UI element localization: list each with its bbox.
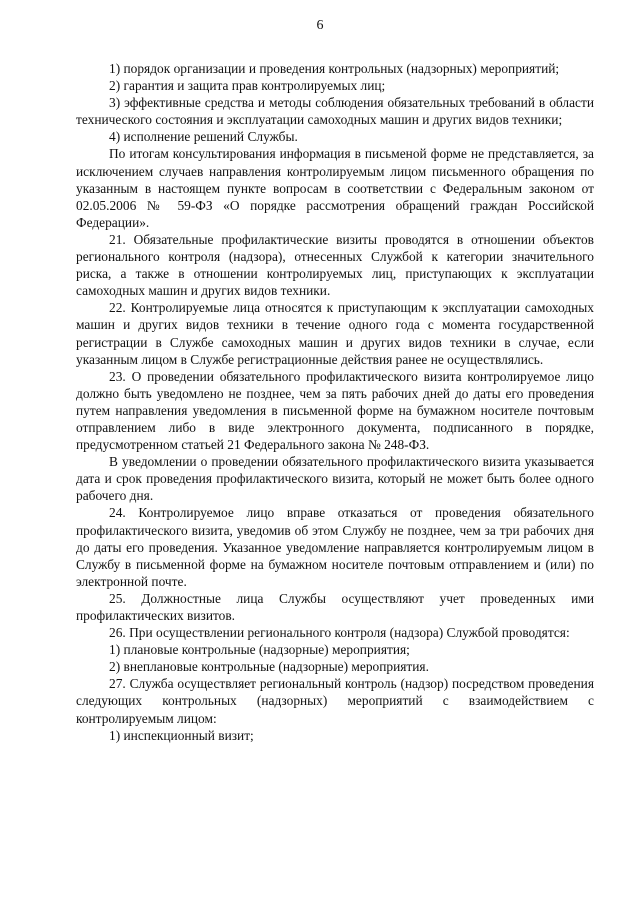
page-number: 6 [316, 18, 324, 33]
paragraph-26-item-1: 1) плановые контрольные (надзорные) мероприятия; [109, 642, 410, 658]
paragraph-item-3: 3) эффективные средства и методы соблюдения обязательных требований в области технического состояния и эксплуатации самоходных машин и других видов техники; [76, 95, 594, 128]
paragraph-24: 24. Контролируемое лицо вправе отказаться от проведения обязательного профилактического визита, уведомив об этом Службу не позднее, чем за три рабочих дня до даты его проведения. Указанное уведомление направляется контролируемым лицом в Службу в письменной форме на бумажном носителе почтовым отправлением и (или) по электронной почте. [76, 505, 594, 589]
paragraph-23: 23. О проведении обязательного профилактического визита контролируемое лицо должно быть уведомлено не позднее, чем за пять рабочих дней до даты его проведения путем направления уведомления в письменной форме на бумажном носителе почтовым отправлением либо в виде электронного документа, подписанного в порядке, предусмотренном статьей 21 Федерального закона № 248-ФЗ. [76, 368, 594, 453]
paragraph-consultation-note: По итогам консультирования информация в письменой форме не представляется, за исключением случаев направления контролируемым лицом письменного обращения по указанным в настоящем пункте вопросам в соответствии с Федеральным законом от 02.05.2006 № 59-ФЗ «О порядке рассмотрения обращений граждан Российской Федерации». [76, 146, 594, 230]
paragraph-item-1: 1) порядок организации и проведения контрольных (надзорных) мероприятий; [109, 61, 560, 76]
paragraph-27: 27. Служба осуществляет региональный контроль (надзор) посредством проведения следующих контрольных (надзорных) мероприятий с взаимодействием с контролируемым лицом: [76, 676, 594, 726]
paragraph-25: 25. Должностные лица Службы осуществляют учет проведенных ими профилактических визитов. [76, 590, 594, 623]
paragraph-23-notice: В уведомлении о проведении обязательного профилактического визита указывается дата и срок проведения профилактического визита, который не может быть более одного рабочего дня. [76, 454, 594, 504]
paragraph-item-2: 2) гарантия и защита прав контролируемых лиц; [109, 78, 386, 94]
paragraph-26-item-2: 2) внеплановые контрольные (надзорные) мероприятия. [109, 659, 429, 675]
paragraph-26: 26. При осуществлении регионального контроля (надзора) Службой проводятся: [109, 625, 570, 641]
paragraph-22: 22. Контролируемые лица относятся к приступающим к эксплуатации самоходных машин и других видов техники в течение одного года с момента государственной регистрации в Службе самоходных машин и других видов техники в случае, если указанным лицом в Службе регистрационные действия ранее не осуществлялись. [76, 300, 594, 367]
paragraph-item-4: 4) исполнение решений Службы. [109, 129, 298, 145]
document-body [76, 60, 594, 744]
paragraph-27-item-1: 1) инспекционный визит; [109, 727, 254, 743]
paragraph-21: 21. Обязательные профилактические визиты проводятся в отношении объектов регионального контроля (надзора), отнесенных Службой к категории значительного риска, а также в отношении контролируемых лиц, приступающих к эксплуатации самоходных машин и других видов техники. [76, 231, 594, 299]
